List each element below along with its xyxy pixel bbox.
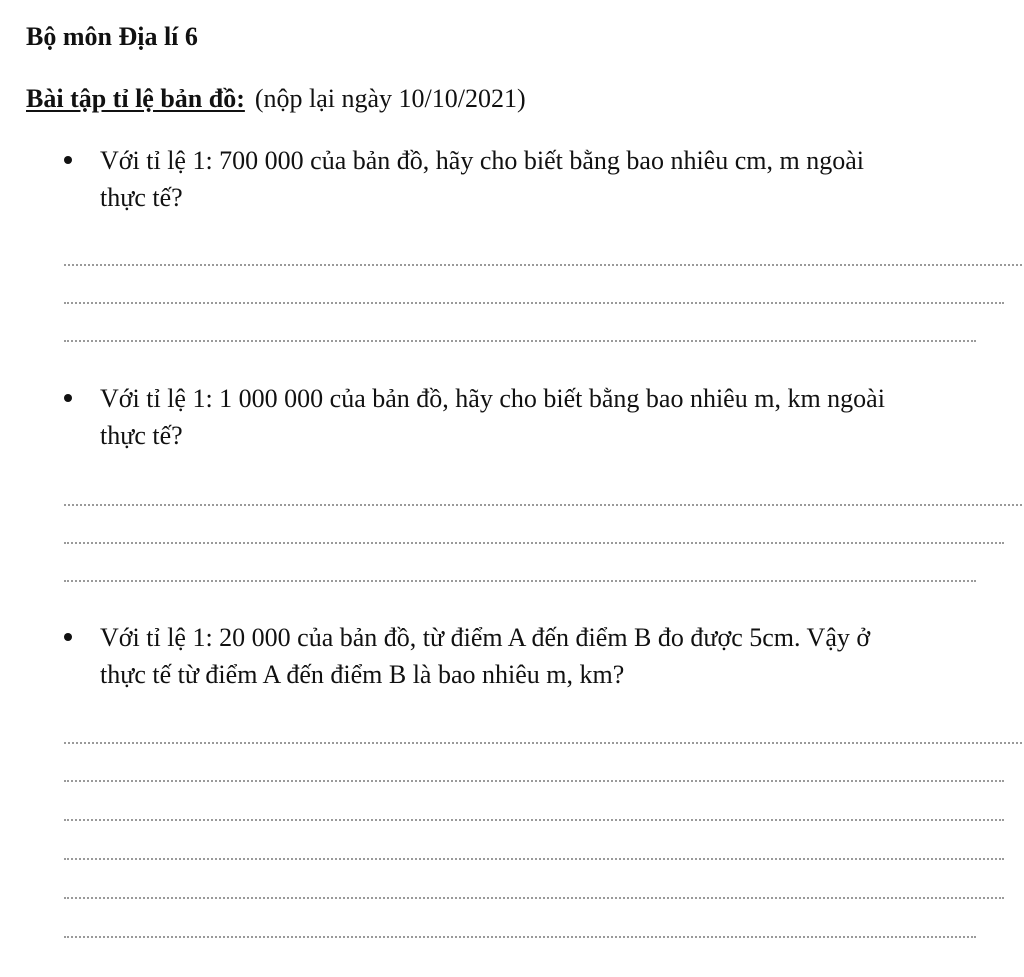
answer-line[interactable] bbox=[64, 897, 1004, 899]
answer-line[interactable] bbox=[64, 780, 1004, 782]
subject-heading: Bộ môn Địa lí 6 bbox=[26, 22, 198, 51]
question-3-line-2: thực tế từ điểm A đến điểm B là bao nhiêu m, km? bbox=[100, 660, 625, 689]
assignment-deadline: (nộp lại ngày 10/10/2021) bbox=[254, 84, 526, 113]
bullet-icon bbox=[64, 156, 72, 164]
answer-line[interactable] bbox=[64, 504, 1022, 506]
answer-line[interactable] bbox=[64, 858, 1004, 860]
question-3-text bbox=[100, 619, 1000, 693]
answer-line[interactable] bbox=[64, 264, 1022, 266]
answer-line[interactable] bbox=[64, 742, 1022, 744]
question-2-line-2: thực tế? bbox=[100, 421, 183, 450]
answer-line[interactable] bbox=[64, 542, 1004, 544]
answer-line[interactable] bbox=[64, 580, 976, 582]
bullet-icon bbox=[64, 633, 72, 641]
bullet-icon bbox=[64, 394, 72, 402]
question-3-line-1: Với tỉ lệ 1: 20 000 của bản đồ, từ điểm A đến điểm B đo được 5cm. Vậy ở bbox=[100, 623, 871, 652]
question-1-line-2: thực tế? bbox=[100, 183, 183, 212]
answer-line[interactable] bbox=[64, 340, 976, 342]
answer-line[interactable] bbox=[64, 819, 1004, 821]
assignment-title: Bài tập tỉ lệ bản đồ: bbox=[26, 84, 245, 113]
answer-line[interactable] bbox=[64, 302, 1004, 304]
question-2-line-1: Với tỉ lệ 1: 1 000 000 của bản đồ, hãy cho biết bằng bao nhiêu m, km ngoài bbox=[100, 384, 885, 413]
question-2-text bbox=[100, 380, 1000, 454]
question-1-line-1: Với tỉ lệ 1: 700 000 của bản đồ, hãy cho biết bằng bao nhiêu cm, m ngoài bbox=[100, 146, 864, 175]
assignment-heading bbox=[26, 82, 526, 116]
answer-line[interactable] bbox=[64, 936, 976, 938]
question-1-text bbox=[100, 142, 1000, 216]
